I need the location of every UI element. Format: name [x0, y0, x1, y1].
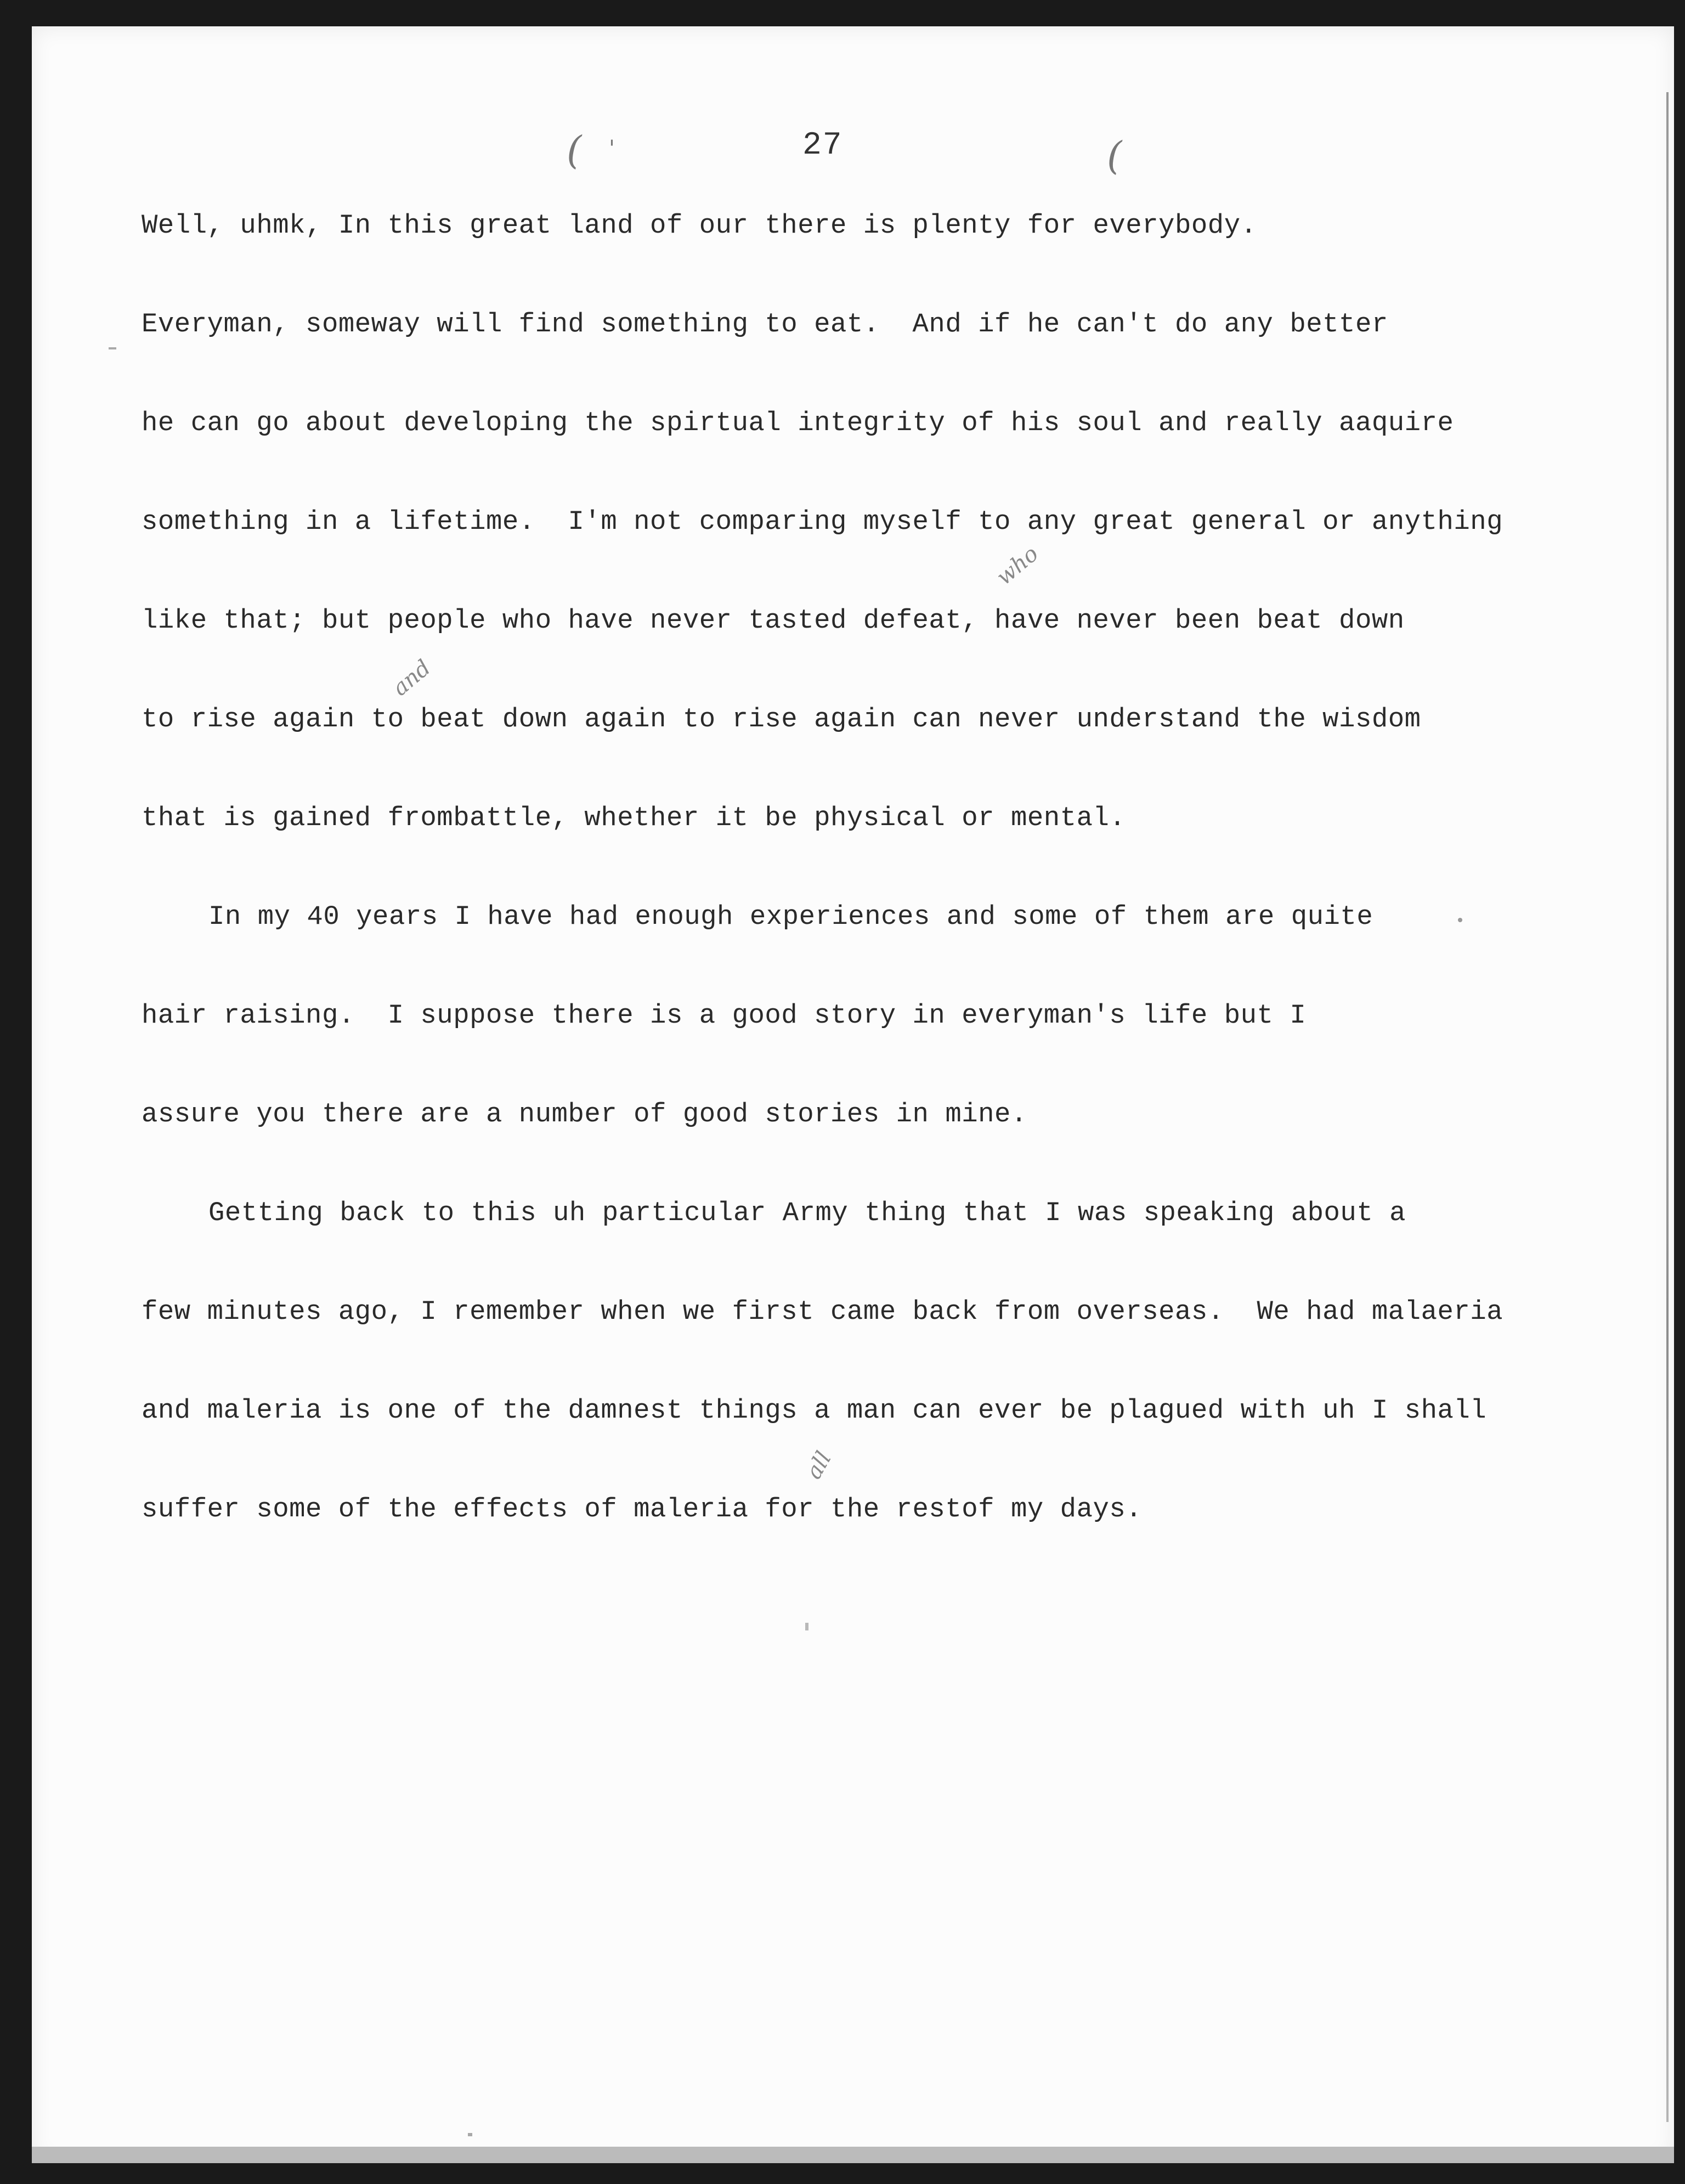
document-page [32, 26, 1674, 2163]
left-paren-mark: ( [567, 128, 582, 173]
text-line-9: hair raising. I suppose there is a good story in everyman's life but I [142, 1000, 1307, 1031]
text-line-12: few minutes ago, I remember when we first came back from overseas. We had malaeria [142, 1296, 1503, 1327]
text-line-4: something in a lifetime. I'm not comparing myself to any great general or anything [142, 506, 1503, 537]
text-line-14: suffer some of the effects of maleria for the restof my days. [142, 1494, 1143, 1525]
left-close-mark: ' [609, 136, 615, 161]
stray-dot [1458, 918, 1462, 922]
text-line-11: Getting back to this uh particular Army thing that I was speaking about a [208, 1198, 1406, 1228]
stray-mark [109, 347, 116, 349]
text-line-10: assure you there are a number of good stories in mine. [142, 1099, 1027, 1130]
text-line-1: Well, uhmk, In this great land of our there is plenty for everybody. [142, 210, 1257, 241]
page-edge-shadow [1666, 92, 1669, 2122]
text-line-13: and maleria is one of the damnest things a man can ever be plagued with uh I shall [142, 1395, 1487, 1426]
stray-mark [805, 1623, 808, 1630]
text-line-2: Everyman, someway will find something to eat. And if he can't do any better [142, 309, 1388, 340]
handwritten-insert-all: all [801, 1447, 836, 1483]
handwritten-insert-who: who [992, 541, 1044, 590]
text-line-6: to rise again to beat down again to rise again can never understand the wisdom [142, 704, 1421, 735]
bottom-edge-strip [32, 2147, 1674, 2163]
handwritten-insert-and: and [388, 655, 436, 701]
page-number: 27 [802, 128, 843, 163]
text-line-7: that is gained frombattle, whether it be physical or mental. [142, 803, 1126, 833]
text-line-5: like that; but people who have never tasted defeat, have never been beat down [142, 605, 1405, 636]
right-paren-mark: ( [1107, 133, 1122, 178]
text-line-3: he can go about developing the spirtual integrity of his soul and really aaquire [142, 408, 1454, 438]
text-line-8: In my 40 years I have had enough experiences and some of them are quite [208, 901, 1373, 932]
stray-mark [468, 2133, 472, 2136]
